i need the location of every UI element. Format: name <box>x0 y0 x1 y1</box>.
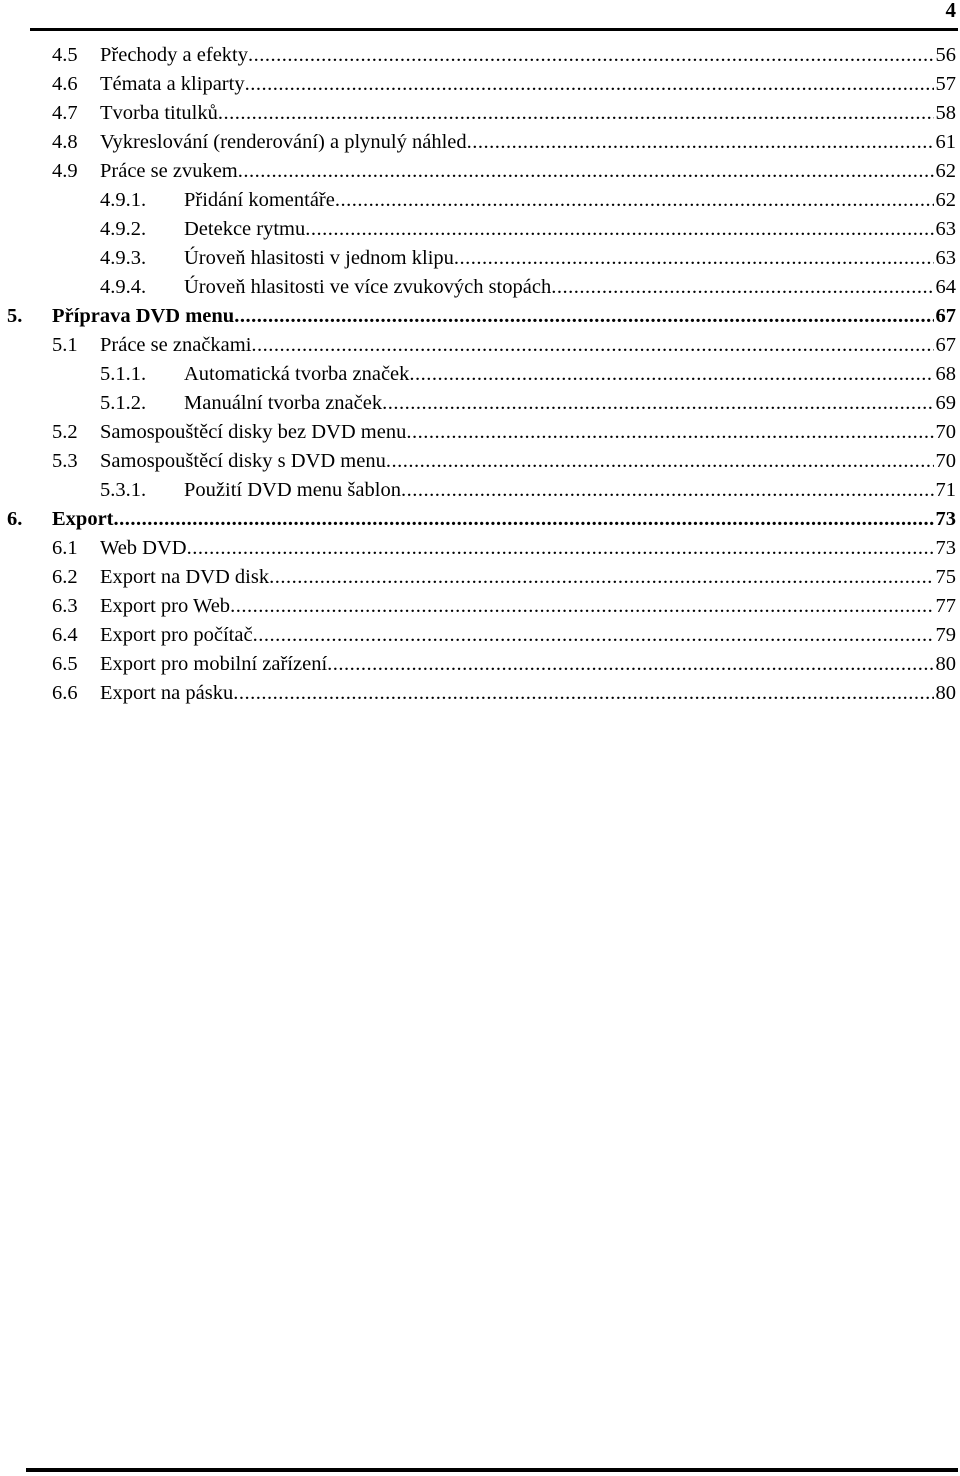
toc-entry-title: Příprava DVD menu <box>52 305 235 327</box>
toc-entry-title: Export na pásku <box>100 682 234 704</box>
toc-entry-number: 6.3 <box>52 595 78 617</box>
toc-entry-page: 64 <box>935 276 956 298</box>
toc-entry-title: Manuální tvorba značek <box>184 392 383 414</box>
toc-entry-line <box>100 650 956 679</box>
toc-entry-page: 61 <box>935 131 956 153</box>
toc-entry[interactable] <box>0 186 960 215</box>
toc-entry[interactable] <box>0 534 960 563</box>
page-number: 4 <box>945 0 956 22</box>
toc-entry[interactable] <box>0 360 960 389</box>
toc-entry-title: Detekce rytmu <box>184 218 306 240</box>
toc-entry-page: 70 <box>935 421 956 443</box>
toc-entry-number: 4.9.3. <box>100 247 147 269</box>
toc-entry[interactable] <box>0 215 960 244</box>
toc-entry[interactable] <box>0 592 960 621</box>
toc-dot-leader <box>406 418 933 447</box>
toc-dot-leader <box>238 157 934 186</box>
toc-entry[interactable] <box>0 70 960 99</box>
toc-entry-number: 4.8 <box>52 131 78 153</box>
toc-entry-number: 4.9 <box>52 160 78 182</box>
toc-entry-number: 6.1 <box>52 537 78 559</box>
toc-entry[interactable] <box>0 389 960 418</box>
toc-entry-line <box>100 70 956 99</box>
toc-entry-line <box>184 215 956 244</box>
toc-entry-line <box>184 186 956 215</box>
toc-dot-leader <box>233 679 933 708</box>
toc-dot-leader <box>327 650 933 679</box>
toc-entry[interactable] <box>0 505 960 534</box>
toc-entry[interactable] <box>0 679 960 708</box>
toc-entry[interactable] <box>0 244 960 273</box>
toc-entry-page: 77 <box>935 595 956 617</box>
toc-dot-leader <box>386 447 934 476</box>
toc-entry-title: Přidání komentáře <box>184 189 335 211</box>
toc-dot-leader <box>248 41 934 70</box>
toc-entry-page: 62 <box>935 189 956 211</box>
toc-entry-title: Automatická tvorba značek <box>184 363 410 385</box>
toc-entry-page: 73 <box>935 537 956 559</box>
toc-entry-number: 5.1.2. <box>100 392 147 414</box>
toc-entry-title: Export pro počítač <box>100 624 253 646</box>
toc-entry-line <box>100 679 956 708</box>
toc-entry[interactable] <box>0 476 960 505</box>
toc-entry-number: 4.9.1. <box>100 189 147 211</box>
toc-entry-title: Přechody a efekty <box>100 44 248 66</box>
toc-entry-line <box>184 389 956 418</box>
toc-entry-title: Úroveň hlasitosti v jednom klipu <box>184 247 454 269</box>
toc-entry-number: 4.9.4. <box>100 276 147 298</box>
toc-dot-leader <box>253 621 934 650</box>
toc-entry-number: 6.4 <box>52 624 78 646</box>
toc-dot-leader <box>305 215 933 244</box>
toc-dot-leader <box>187 534 934 563</box>
toc-dot-leader <box>454 244 934 273</box>
toc-dot-leader <box>401 476 934 505</box>
toc-entry-page: 80 <box>935 682 956 704</box>
toc-dot-leader <box>409 360 933 389</box>
toc-entry-number: 6. <box>7 508 23 530</box>
toc-dot-leader <box>335 186 934 215</box>
toc-entry-title: Práce se zvukem <box>100 160 238 182</box>
toc-entry-number: 4.5 <box>52 44 78 66</box>
toc-entry[interactable] <box>0 418 960 447</box>
toc-entry-title: Export na DVD disk <box>100 566 270 588</box>
toc-entry-page: 75 <box>935 566 956 588</box>
toc-entry[interactable] <box>0 99 960 128</box>
toc-entry-line <box>100 621 956 650</box>
toc-dot-leader <box>382 389 933 418</box>
toc-entry-line <box>184 476 956 505</box>
toc-entry-line <box>100 447 956 476</box>
toc-entry-line <box>100 157 956 186</box>
toc-entry[interactable] <box>0 447 960 476</box>
toc-entry-number: 4.7 <box>52 102 78 124</box>
toc-entry-page: 69 <box>935 392 956 414</box>
toc-entry[interactable] <box>0 273 960 302</box>
toc-entry-page: 62 <box>935 160 956 182</box>
toc-dot-leader <box>269 563 933 592</box>
toc-entry[interactable] <box>0 650 960 679</box>
toc-entry-line <box>100 534 956 563</box>
toc-entry-page: 58 <box>935 102 956 124</box>
toc-entry-title: Export <box>52 508 114 530</box>
toc-entry-line <box>100 418 956 447</box>
toc-entry[interactable] <box>0 41 960 70</box>
toc-entry-line <box>100 563 956 592</box>
toc-entry-title: Web DVD <box>100 537 187 559</box>
toc-entry-page: 68 <box>935 363 956 385</box>
toc-entry-title: Témata a kliparty <box>100 73 245 95</box>
toc-entry-line <box>184 360 956 389</box>
toc-entry-page: 63 <box>935 218 956 240</box>
toc-entry-number: 5. <box>7 305 23 327</box>
toc-entry-number: 6.2 <box>52 566 78 588</box>
toc-entry-title: Samospouštěcí disky s DVD menu <box>100 450 386 472</box>
toc-entry[interactable] <box>0 563 960 592</box>
toc-entry-line <box>52 302 956 331</box>
toc-entry-page: 70 <box>935 450 956 472</box>
toc-entry-page: 57 <box>935 73 956 95</box>
toc-entry-line <box>100 41 956 70</box>
toc-entry-title: Export pro mobilní zařízení <box>100 653 328 675</box>
toc-entry[interactable] <box>0 128 960 157</box>
toc-entry-title: Samospouštěcí disky bez DVD menu <box>100 421 407 443</box>
toc-entry-page: 71 <box>935 479 956 501</box>
toc-dot-leader <box>230 592 933 621</box>
toc-entry[interactable] <box>0 302 960 331</box>
toc-entry-number: 6.5 <box>52 653 78 675</box>
toc-entry-page: 63 <box>935 247 956 269</box>
toc-entry-number: 5.2 <box>52 421 78 443</box>
toc-entry-line <box>100 331 956 360</box>
toc-entry[interactable] <box>0 157 960 186</box>
toc-entry-number: 5.1 <box>52 334 78 356</box>
header-rule <box>30 28 958 31</box>
toc-entry-line <box>184 244 956 273</box>
toc-entry-number: 5.3.1. <box>100 479 147 501</box>
toc-entry-title: Tvorba titulků <box>100 102 218 124</box>
toc-entry[interactable] <box>0 621 960 650</box>
toc-entry-number: 4.9.2. <box>100 218 147 240</box>
toc-dot-leader <box>114 505 934 534</box>
toc-entry-number: 4.6 <box>52 73 78 95</box>
toc-dot-leader <box>251 331 933 360</box>
toc-dot-leader <box>245 70 934 99</box>
toc-entry-number: 5.1.1. <box>100 363 147 385</box>
toc-entry-title: Vykreslování (renderování) a plynulý náhled <box>100 131 467 153</box>
toc-dot-leader <box>218 99 934 128</box>
toc-entry-title: Export pro Web <box>100 595 231 617</box>
toc-dot-leader <box>551 273 933 302</box>
toc-entry-number: 5.3 <box>52 450 78 472</box>
toc-entry-line <box>52 505 956 534</box>
toc-entry-page: 56 <box>935 44 956 66</box>
toc-entry-line <box>100 99 956 128</box>
toc-dot-leader <box>467 128 934 157</box>
toc-entry-title: Úroveň hlasitosti ve více zvukových stopách <box>184 276 552 298</box>
toc-entry-number: 6.6 <box>52 682 78 704</box>
toc-entry-page: 80 <box>935 653 956 675</box>
toc-entry-title: Práce se značkami <box>100 334 252 356</box>
toc-entry[interactable] <box>0 331 960 360</box>
toc-entry-line <box>100 128 956 157</box>
table-of-contents <box>0 41 960 708</box>
footer-rule <box>26 1468 958 1472</box>
toc-entry-page: 79 <box>935 624 956 646</box>
toc-entry-page: 73 <box>935 508 956 530</box>
toc-dot-leader <box>234 302 933 331</box>
toc-entry-line <box>100 592 956 621</box>
toc-entry-line <box>184 273 956 302</box>
toc-entry-page: 67 <box>935 305 956 327</box>
toc-entry-page: 67 <box>935 334 956 356</box>
toc-entry-title: Použití DVD menu šablon <box>184 479 401 501</box>
